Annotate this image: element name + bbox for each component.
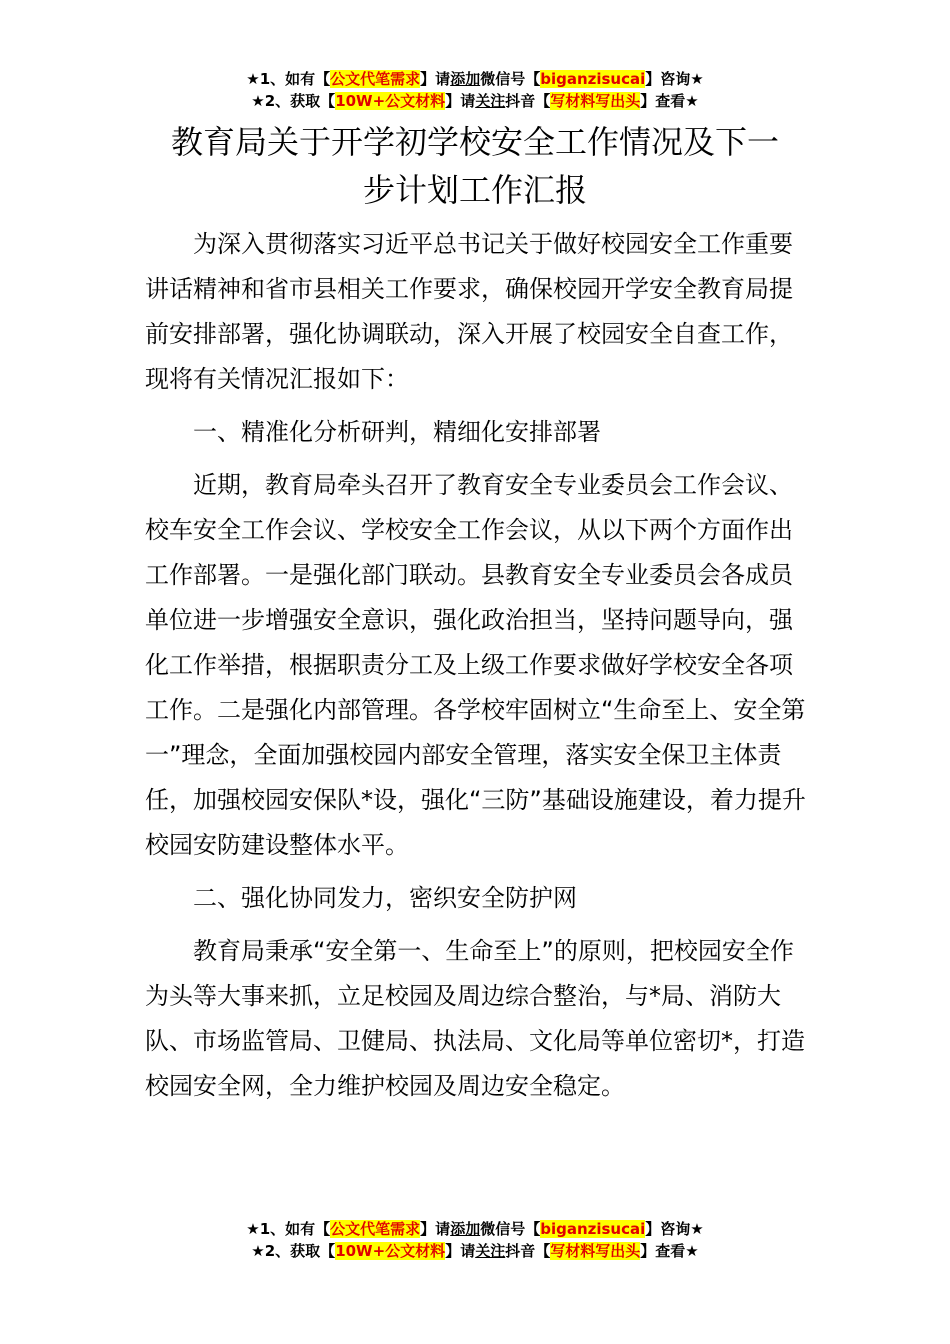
section-1-paragraph: 近期，教育局牵头召开了教育安全专业委员会工作会议、校车安全工作会议、学校安全工作会议，从以下两个方面作出工作部署。一是强化部门联动。县教育安全专业委员会各成员单位进一步增强安全意识，强化政治担当，坚持问题导向，强化工作举措，根据职责分工及上级工作要求做好学校安全各项工作。二是强化内部管理。各学校牢固树立“生命至上、安全第一”理念，全面加强校园内部安全管理，落实安全保卫主体责任，加强校园安保队*设，强化“三防”基础设施建设，着力提升校园安防建设整体水平。	[145, 471, 806, 859]
promo-line-1: ★1、如有【公文代笔需求】请添加微信号【biganzisucai】咨询★	[246, 1220, 704, 1238]
document-title	[100, 118, 850, 214]
wechat-id: biganzisucai	[540, 1220, 646, 1238]
promo-banner-top	[0, 68, 950, 112]
intro-paragraph: 为深入贯彻落实习近平总书记关于做好校园安全工作重要讲话精神和省市县相关工作要求，确保校园开学安全教育局提前安排部署，强化协调联动，深入开展了校园安全自查工作，现将有关情况汇报如下：	[145, 230, 793, 393]
document-body	[145, 222, 810, 1109]
section-2-heading: 二、强化协同发力，密织安全防护网	[193, 884, 577, 912]
promo-banner-bottom	[0, 1218, 950, 1262]
section-1-heading: 一、精准化分析研判，精细化安排部署	[193, 418, 601, 446]
title-line-1: 教育局关于开学初学校安全工作情况及下一	[170, 123, 779, 161]
promo-line-2: ★2、获取【10W+公文材料】请关注抖音【写材料写出头】查看★	[251, 1242, 699, 1260]
douyin-account: 写材料写出头	[550, 92, 641, 110]
wechat-id: biganzisucai	[540, 70, 646, 88]
title-line-2: 步计划工作汇报	[362, 171, 587, 209]
section-2-paragraph: 教育局秉承“安全第一、生命至上”的原则，把校园安全作为头等大事来抓，立足校园及周边综合整治，与*局、消防大队、市场监管局、卫健局、执法局、文化局等单位密切*，打造校园安全网，全力维护校园及周边安全稳定。	[145, 937, 805, 1100]
promo-line-2: ★2、获取【10W+公文材料】请关注抖音【写材料写出头】查看★	[251, 92, 699, 110]
promo-line-1: ★1、如有【公文代笔需求】请添加微信号【biganzisucai】咨询★	[246, 70, 704, 88]
douyin-account: 写材料写出头	[550, 1242, 641, 1260]
